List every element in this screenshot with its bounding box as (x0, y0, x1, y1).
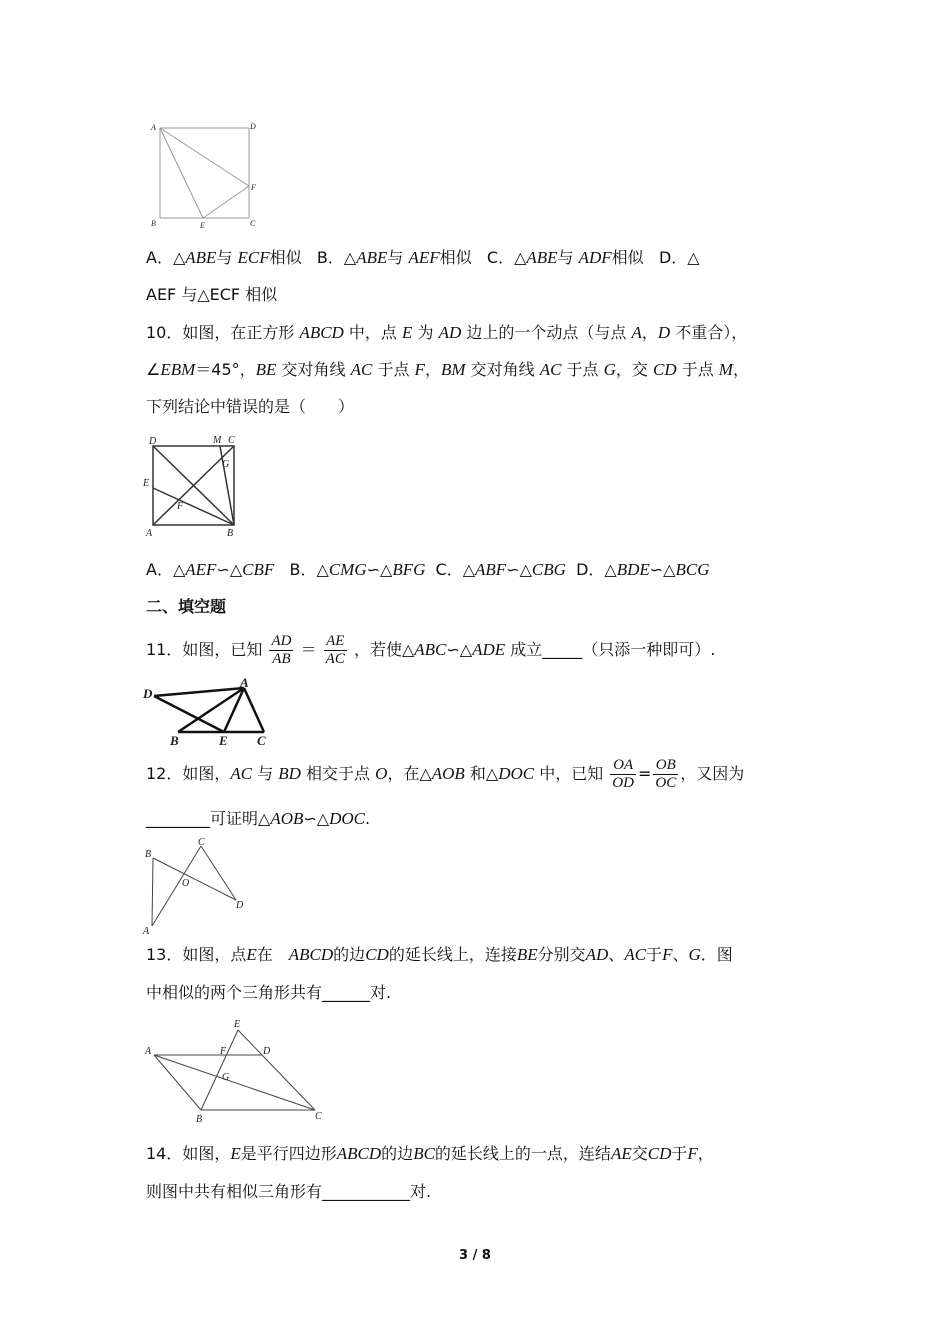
q13-seg-de (238, 1030, 262, 1055)
q9-label-d: D (250, 122, 256, 131)
q13-label-b: B (196, 1114, 203, 1125)
q9-label-e: E (200, 221, 205, 230)
q12-label-a: A (143, 926, 150, 936)
q9-options-line2: AEF 与△ECF 相似 (146, 285, 278, 304)
q10-label-b: B (227, 528, 234, 539)
q11-fraction-ad-ab: $\frac{AD}{AB}$ (271, 633, 292, 667)
q12-label-b: B (145, 849, 152, 860)
q12-label-d: D (236, 900, 244, 911)
q11-seg-de (154, 696, 224, 732)
q11-fraction-ae-ac: $\frac{AE}{AC}$ (325, 633, 345, 667)
q11-figure (140, 676, 280, 748)
q12-line2: ________可证明△AOB∽△DOC. (146, 809, 371, 828)
q11-label-e: E (219, 733, 228, 748)
q11-label-a: A (240, 676, 249, 690)
q10-figure (140, 432, 245, 540)
q9-seg-ef (203, 186, 249, 218)
q9-figure (146, 118, 266, 233)
q11-label-c: C (257, 733, 266, 748)
q11-label-d: D (143, 686, 153, 701)
q12-seg-bd (153, 858, 236, 900)
q14-line1: 14．如图，E是平行四边形ABCD的边BC的延长线上的一点，连结AE交CD于F， (146, 1144, 714, 1163)
q12-label-c: C (198, 837, 205, 848)
q12-line1: 12．如图，AC 与 BD 相交于点 O，在△AOB 和△DOC 中，已知 $\frac{OA}{OD}$ = $\frac{OB}{OC}$ ，又因为 (146, 757, 745, 791)
q10-label-f: F (177, 501, 184, 512)
q12-fraction-oa-od: $\frac{OA}{OD}$ (612, 757, 634, 791)
q10-line3: 下列结论中错误的是（ ） (146, 397, 355, 416)
q10-label-a: A (146, 528, 153, 539)
q10-line2: ∠EBM＝45°，BE 交对角线 AC 于点 F，BM 交对角线 AC 于点 G，交 CD 于点 M， (146, 360, 749, 379)
q9-label-c: C (250, 219, 256, 228)
q10-label-e: E (143, 478, 150, 489)
q12-label-o: O (182, 878, 190, 889)
q11-seg-da (154, 688, 244, 696)
q9-label-b: B (151, 219, 156, 228)
q13-label-d: D (263, 1046, 271, 1057)
q13-label-a: A (145, 1046, 152, 1057)
q11-seg-ac (244, 688, 264, 732)
q10-label-g: G (222, 459, 230, 470)
q13-line2: 中相似的两个三角形共有______对. (146, 983, 392, 1002)
q9-label-a: A (151, 123, 156, 132)
q13-label-e: E (234, 1019, 241, 1030)
q11-text: 11．如图，已知 $\frac{AD}{AB}$ ＝ $\frac{AE}{AC}$ ，若使△ABC∽△ADE 成立_____（只添一种即可）. (146, 633, 716, 667)
q12-seg-ba (152, 858, 153, 926)
q14-line2: 则图中共有相似三角形有___________对. (146, 1182, 432, 1201)
q13-seg-be (201, 1030, 238, 1110)
page-number: 3 / 8 (459, 1248, 491, 1263)
section-title-fill-in: 二、填空题 (146, 597, 227, 616)
q13-line1: 13．如图，点E在 ABCD的边CD的延长线上，连接BE分别交AD、AC于F、G．图 (146, 945, 733, 964)
q10-label-c: C (228, 435, 235, 446)
q12-seg-cd (201, 846, 236, 900)
q12-seg-ac (152, 846, 201, 926)
q12-fraction-ob-oc: $\frac{OB}{OC}$ (655, 757, 677, 791)
q9-options-line1: A．△ABE与 ECF相似 B．△ABE与 AEF相似 C．△ABE与 ADF相似 D．△ (146, 248, 700, 267)
q13-figure (140, 1014, 330, 1126)
q9-label-f: F (251, 183, 256, 192)
q10-options: A．△AEF∽△CBF B．△CMG∽△BFG C．△ABF∽△CBG D．△BDE∽△BCG (146, 560, 710, 579)
q13-label-g: G (222, 1072, 230, 1083)
q13-label-f: F (220, 1046, 227, 1057)
q10-line1: 10．如图，在正方形 ABCD 中，点 E 为 AD 边上的一个动点（与点 A，D 不重合）， (146, 323, 748, 342)
q13-label-c: C (315, 1111, 322, 1122)
q12-figure (140, 836, 250, 936)
q13-seg-dc (262, 1055, 315, 1110)
q10-label-m: M (213, 435, 222, 446)
q10-label-d: D (149, 436, 157, 447)
q10-seg-be (153, 488, 234, 525)
q11-label-b: B (170, 733, 179, 748)
